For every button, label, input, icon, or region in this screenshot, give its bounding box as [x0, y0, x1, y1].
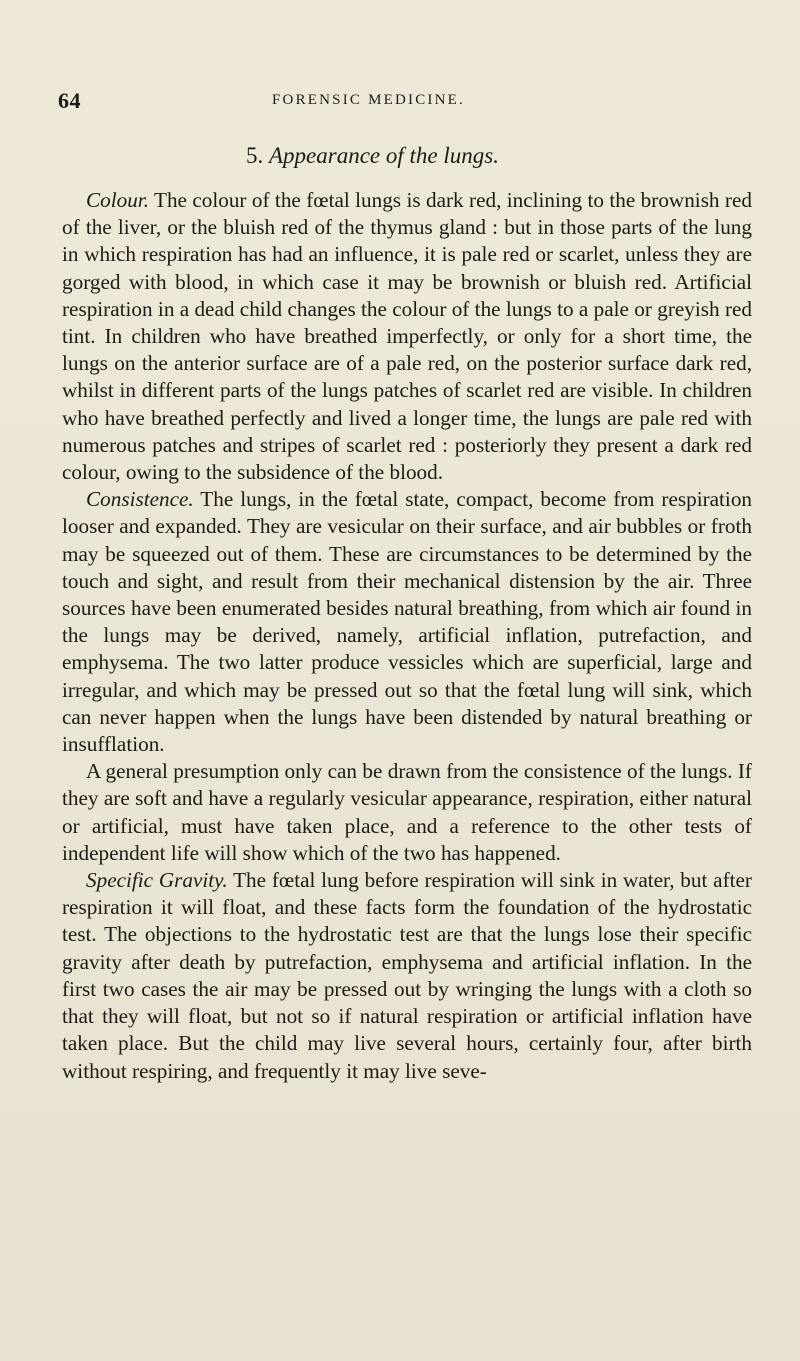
paragraph-heading: Colour. — [86, 188, 149, 212]
section-title-text: Appearance of the lungs. — [269, 143, 499, 168]
page-number: 64 — [58, 88, 81, 113]
paragraph-heading: Specific Gravity. — [86, 868, 228, 893]
paragraph-text: A general presumption only can be drawn from the consistence of the lungs. If they are soft and have a regularly vesicular appearance, respiration, either natural or artificial, must have taken place, and a reference to the other tests of independent life will show which of the two has happened. — [62, 759, 752, 865]
section-title — [246, 143, 499, 169]
section-number: 5. — [246, 143, 264, 168]
paragraph-consistence — [62, 486, 752, 758]
body-text — [62, 187, 752, 1085]
paragraph-text: The colour of the fœtal lungs is dark red, inclining to the brownish red of the liver, or the bluish red of the thymus gland : but in those parts of the lung in which respiration has had an influence, it is pale red or scarlet, unless they are gorged with blood, in which case it may be brownish or bluish red. Artificial respiration in a dead child changes the colour of the lungs to a pale or greyish red tint. In children who have breathed imperfectly, or only for a short time, the lungs on the anterior surface are of a pale red, on the posterior surface dark red, whilst in different parts of the lungs patches of scarlet red are visible. In children who have breathed perfectly and lived a longer time, the lungs are pale red with numerous patches and stripes of scarlet red : posteriorly they present a dark red colour, owing to the subsidence of the blood. — [62, 188, 752, 485]
paragraph-text: The fœtal lung before respiration will sink in water, but after respiration it will float, and these facts form the foundation of the hydrostatic test. The objections to the hydrostatic test are that the lungs lose their specific gravity after death by putrefaction, emphysema and artificial inflation. In the first two cases the air may be pressed out by wringing the lungs with a cloth so that they will float, but not so if natural respiration or artificial inflation have taken place. But the child may live several hours, certainly four, after birth without respiring, and frequently it may live seve- — [62, 868, 752, 1083]
paragraph-heading: Consistence. — [86, 487, 194, 512]
paragraph-text: The lungs, in the fœtal state, compact, become from respiration looser and expanded. They are vesicular on their surface, and air bubbles or froth may be squeezed out of them. These are circumstances to be determined by the touch and sight, and result from their mechanical distension by the air. Three sources have been enumerated besides natural breathing, from which air found in the lungs may be derived, namely, artificial inflation, putrefaction, and emphysema. The two latter produce vessicles which are superficial, large and irregular, and which may be pressed out so that the fœtal lung will sink, which can never happen when the lungs have been distended by natural breathing or insufflation. — [62, 487, 753, 757]
paragraph-specific-gravity — [62, 867, 752, 1085]
paragraph-colour — [62, 187, 752, 486]
running-head: FORENSIC MEDICINE. — [272, 92, 465, 108]
paragraph-presumption — [62, 758, 752, 867]
page-header — [58, 88, 758, 118]
